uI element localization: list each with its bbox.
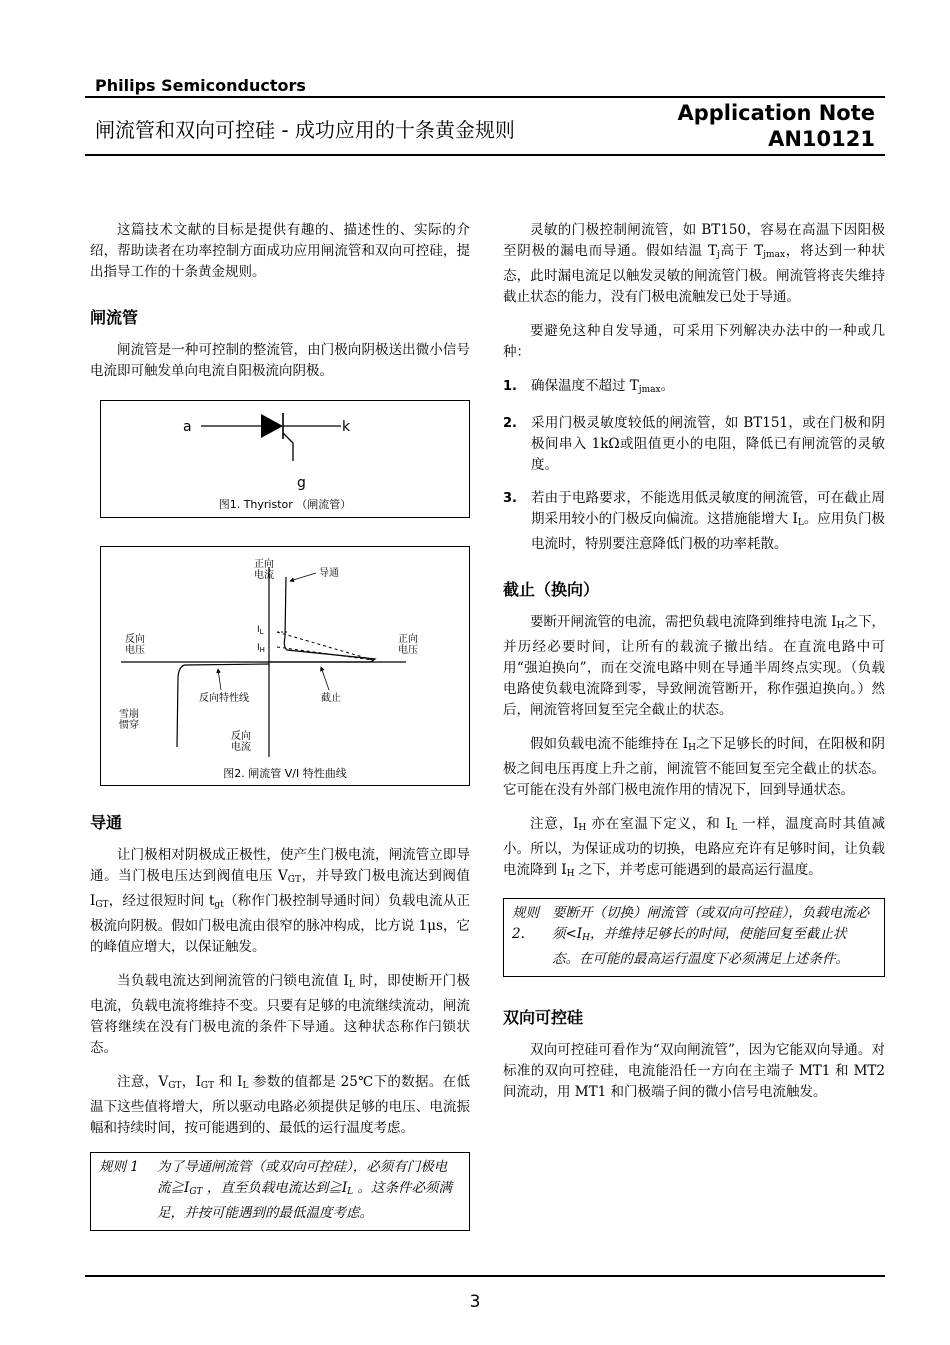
figure-thyristor-symbol [100,400,470,518]
diode-triangle-icon [261,414,283,438]
thyristor-paragraph: 闸流管是一种可控制的整流管，由门极向阴极送出微小信号电流即可触发单向电流自阳极流向阴极。 [90,342,470,379]
cutoff-paragraph-3: 注意，$I_H$ 亦在室温下定义，和 $I_L$ 一样，温度高时其值减小。所以，为保证成功的切换，电路应充许有足够时间，让负载电流降到 $I_H$ 之下，并考虑可能遇到的最高运行温度。 [503,816,885,879]
solutions-list [503,376,885,555]
forward-voltage-label-1: 正向 [398,634,418,645]
document-title: 闸流管和双向可控硅 - 成功应用的十条黄金规则 [95,118,515,142]
figure2-caption: 图2. 闸流管 V/I 特性曲线 [223,767,347,780]
forward-current-label-1: 正向 [254,559,274,570]
header-top-rule [85,96,885,98]
rule-1-text: 为了导通闸流管（或双向可控硅），必须有门极电流$≧I_{GT}$ ，直至负载电流达到$≧I_L$ 。这条件必须满足，并按可能遇到的最低温度考虑。 [157,1159,452,1221]
cutoff-paragraph-2: 假如负载电流不能维持在 $I_H$之下足够长的时间，在阳极和阴极之间电压再度上升之前，闸流管不能回复至完全截止的状态。它可能在没有外部门极电流作用的情况下，回到导通状态。 [503,736,886,798]
reverse-voltage-label-1: 反向 [125,634,145,645]
conduction-paragraph-2: 当负载电流达到闸流管的闩锁电流值 $I_L$ 时，即使断开门极电流，负载电流将维持不变。只要有足够的电流继续流动，闸流管将继续在没有门极电流的条件下导通。这种状态称作闩锁状态。 [90,973,470,1056]
heading-triac: 双向可控硅 [503,1008,584,1027]
reverse-current-label-1: 反向 [231,731,251,742]
conduction-paragraph-1: 让门极相对阴极成正极性，使产生门极电流，闸流管立即导通。当门极电压达到阀值电压 $V_{GT}$，并导致门极电流达到阀值 $I_{GT}$，经过很短时间 $t_{gt}$（称作门极控制导通时间）负载电流从正极流向阴极。假如门极电流由很窄的脉冲构成，比方说 1μs，它的峰值应增大，以保证触发。 [90,847,471,955]
right-column [503,220,885,1116]
reverse-current-label-2: 电流 [231,742,251,753]
rule-2-label: 规则 2. [512,905,539,942]
avoid-paragraph: 要避免这种自发导通，可采用下列解决办法中的一种或几种： [503,323,885,360]
footer-rule [85,1275,885,1277]
list-item: 1. 确保温度不超过 $T_{jmax}$。 [503,378,675,395]
rule-1-label: 规则 1 [99,1159,139,1175]
app-note-text: Application Note [677,101,875,125]
cutoff-label: 截止 [321,693,341,704]
sensitive-gate-paragraph: 灵敏的门极控制闸流管，如 BT150，容易在高温下因阳极至阴极的漏电而导通。假如结温 $T_j$高于 $T_{jmax}$，将达到一种状态，此时漏电流足以触发灵敏的闸流管门极。闸流管将丧失维持截止状态的能力，没有门极电流触发已处于导通。 [503,222,886,305]
header-bottom-rule [85,154,885,156]
reverse-voltage-label-2: 电压 [125,645,145,656]
rule-2-box [503,898,885,977]
application-note-label [677,100,875,152]
page-number: 3 [469,1292,481,1312]
doc-number: AN10121 [768,127,875,151]
cutoff-paragraph-1: 要断开闸流管的电流，需把负载电流降到维持电流 $I_H$之下，并历经必要时间，让所有的载流子撤出结。在直流电路中可用“强迫换向”，而在交流电路中则在导通半周终点实现。（负载电路使负载电流降到零，导致闸流管断开，称作强迫换向。）然后，闸流管将回复至完全截止的状态。 [503,614,886,718]
forward-voltage-label-2: 电压 [398,645,418,656]
triac-paragraph: 双向可控硅可看作为“双向闸流管”，因为它能双向导通。对标准的双向可控硅，电流能沿任一方向在主端子 MT1 和 MT2 间流动，用 MT1 和门极端子间的微小信号电流触发。 [503,1042,885,1100]
anode-label: a [183,419,192,435]
cathode-label: k [342,419,351,435]
avalanche-label-1: 雪崩 [119,709,139,720]
il-label: $I_L$ [257,625,264,636]
conduction-paragraph-3: 注意，$V_{GT}$，$I_{GT}$ 和 $I_L$ 参数的值都是 25℃下的数据。在低温下这些值将增大，所以驱动电路必须提供足够的电压、电流振幅和持续时间，按可能遇到的、最低的运行温度考虑。 [90,1074,470,1136]
list-item: 3. 若由于电路要求，不能选用低灵敏度的闸流管，可在截止周期采用较小的门极反向偏流。这措施能增大 $I_L$。应用负门极电流时，特别要注意降低门极的功率耗散。 [503,490,886,552]
figure1-caption: 图1. Thyristor （闸流管） [218,498,352,511]
heading-thyristor: 闸流管 [90,308,139,327]
rule-1-box [90,1152,470,1231]
rule-2-text: 要断开（切换）闸流管（或双向可控硅），负载电流必须$<I_H$，并维持足够长的时间，使能回复至截止状态。在可能的最高运行温度下必须满足上述条件。 [552,905,870,967]
forward-current-label-2: 电流 [254,570,274,581]
gate-label: g [297,475,306,491]
figure-vi-characteristic [100,546,470,786]
conduction-label: 导通 [319,568,339,579]
avalanche-label-2: 惯穿 [119,720,139,731]
list-item: 2. 采用门极灵敏度较低的闸流管，如 BT151，或在门极和阴极间串入 1kΩ或阻值更小的电阻，降低已有闸流管的灵敏度。 [503,415,885,473]
company-name: Philips Semiconductors [95,76,306,95]
heading-conduction: 导通 [90,813,123,832]
left-column [90,220,470,1231]
ih-label: $I_H$ [257,643,265,654]
intro-paragraph: 这篇技术文献的目标是提供有趣的、描述性的、实际的介绍，帮助读者在功率控制方面成功应用闸流管和双向可控硅，提出指导工作的十条黄金规则。 [90,222,470,280]
heading-cutoff: 截止（换向） [503,580,600,599]
reverse-characteristic-label: 反向特性线 [199,693,249,704]
